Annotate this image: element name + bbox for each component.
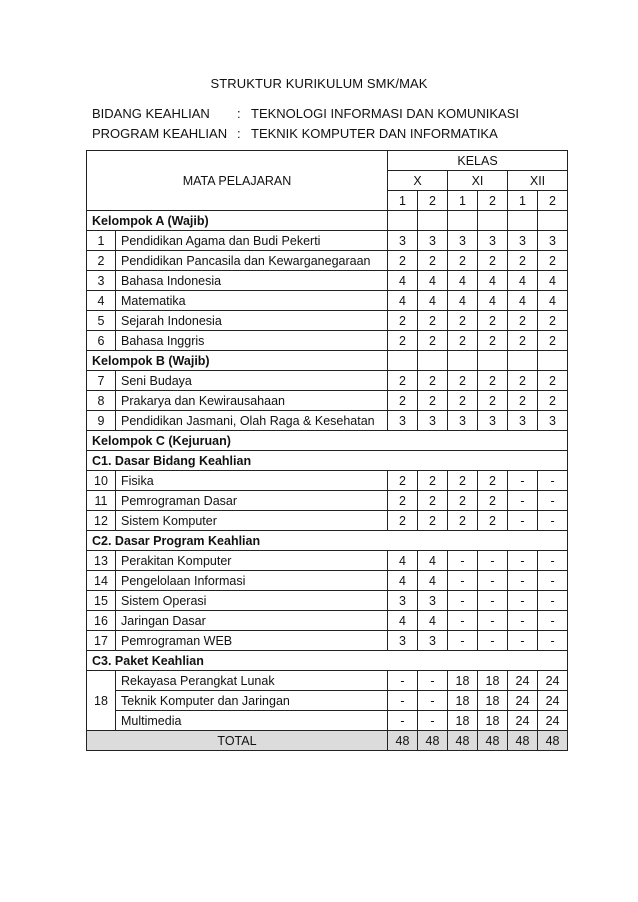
- hours-cell: 4: [418, 291, 448, 311]
- hours-cell: 2: [388, 471, 418, 491]
- subject-name: Sejarah Indonesia: [116, 311, 388, 331]
- semester-header: 2: [478, 191, 508, 211]
- row-number: 9: [87, 411, 116, 431]
- program-keahlian-label: PROGRAM KEAHLIAN: [92, 126, 228, 141]
- hours-cell: -: [508, 611, 538, 631]
- hours-cell: 2: [448, 331, 478, 351]
- hours-cell: -: [508, 471, 538, 491]
- hours-cell: -: [538, 571, 568, 591]
- group-heading-c: Kelompok C (Kejuruan): [87, 431, 568, 451]
- hours-cell: -: [538, 471, 568, 491]
- hours-cell: -: [538, 491, 568, 511]
- hours-cell: 4: [478, 271, 508, 291]
- hours-cell: 4: [418, 571, 448, 591]
- hours-cell: -: [418, 691, 448, 711]
- hours-cell: 2: [388, 391, 418, 411]
- hours-cell: -: [538, 631, 568, 651]
- subject-name: Prakarya dan Kewirausahaan: [116, 391, 388, 411]
- hours-cell: 18: [448, 691, 478, 711]
- hours-cell: 3: [418, 231, 448, 251]
- hours-cell: 4: [538, 271, 568, 291]
- hours-cell: -: [478, 551, 508, 571]
- hours-cell: 2: [388, 511, 418, 531]
- row-number: 4: [87, 291, 116, 311]
- hours-cell: 2: [508, 251, 538, 271]
- total-cell: 48: [478, 731, 508, 751]
- subject-name: Bahasa Inggris: [116, 331, 388, 351]
- total-cell: 48: [508, 731, 538, 751]
- row-number: 16: [87, 611, 116, 631]
- hours-cell: 2: [448, 471, 478, 491]
- hours-cell: -: [508, 591, 538, 611]
- hours-cell: 2: [448, 371, 478, 391]
- hours-cell: 3: [418, 631, 448, 651]
- hours-cell: -: [388, 711, 418, 731]
- table-row: [87, 231, 568, 251]
- semester-header: 2: [418, 191, 448, 211]
- hours-cell: 3: [448, 231, 478, 251]
- hours-cell: 18: [478, 691, 508, 711]
- hours-cell: -: [448, 571, 478, 591]
- hours-cell: 2: [478, 471, 508, 491]
- grade-header-xii: XII: [508, 171, 568, 191]
- hours-cell: 2: [448, 251, 478, 271]
- hours-cell: 2: [448, 491, 478, 511]
- subject-header: MATA PELAJARAN: [87, 151, 388, 211]
- subject-name: Pendidikan Jasmani, Olah Raga & Kesehatan: [116, 411, 388, 431]
- hours-cell: -: [508, 631, 538, 651]
- table-row: [87, 591, 568, 611]
- kelas-header: KELAS: [388, 151, 568, 171]
- bidang-keahlian-label: BIDANG KEAHLIAN: [92, 106, 210, 121]
- row-number: 13: [87, 551, 116, 571]
- hours-cell: 2: [388, 371, 418, 391]
- subject-name: Perakitan Komputer: [116, 551, 388, 571]
- hours-cell: -: [448, 551, 478, 571]
- hours-cell: -: [538, 511, 568, 531]
- subject-name: Teknik Komputer dan Jaringan: [116, 691, 388, 711]
- table-row: [87, 391, 568, 411]
- subject-name: Pemrograman Dasar: [116, 491, 388, 511]
- row-number: 5: [87, 311, 116, 331]
- hours-cell: 4: [448, 291, 478, 311]
- subject-name: Fisika: [116, 471, 388, 491]
- hours-cell: -: [448, 591, 478, 611]
- hours-cell: -: [388, 691, 418, 711]
- grade-header-x: X: [388, 171, 448, 191]
- subject-name: Jaringan Dasar: [116, 611, 388, 631]
- row-number: 6: [87, 331, 116, 351]
- hours-cell: 2: [538, 371, 568, 391]
- total-cell: 48: [538, 731, 568, 751]
- hours-cell: 2: [478, 331, 508, 351]
- program-keahlian-line: [92, 126, 498, 141]
- hours-cell: -: [538, 591, 568, 611]
- hours-cell: 4: [508, 271, 538, 291]
- subject-name: Pendidikan Pancasila dan Kewarganegaraan: [116, 251, 388, 271]
- hours-cell: 2: [478, 371, 508, 391]
- hours-cell: -: [508, 551, 538, 571]
- hours-cell: 2: [418, 331, 448, 351]
- table-row: [87, 271, 568, 291]
- hours-cell: 4: [388, 571, 418, 591]
- hours-cell: 2: [478, 491, 508, 511]
- hours-cell: 2: [418, 311, 448, 331]
- hours-cell: 2: [448, 391, 478, 411]
- group-heading-a: Kelompok A (Wajib): [87, 211, 388, 231]
- row-number: 3: [87, 271, 116, 291]
- row-number: 14: [87, 571, 116, 591]
- hours-cell: 24: [538, 671, 568, 691]
- table-row: [87, 691, 568, 711]
- row-number: 17: [87, 631, 116, 651]
- hours-cell: -: [388, 671, 418, 691]
- subject-name: Pengelolaan Informasi: [116, 571, 388, 591]
- hours-cell: 4: [388, 551, 418, 571]
- hours-cell: 3: [508, 231, 538, 251]
- hours-cell: 2: [538, 251, 568, 271]
- hours-cell: 3: [448, 411, 478, 431]
- table-row: [87, 711, 568, 731]
- hours-cell: 18: [478, 671, 508, 691]
- hours-cell: 4: [418, 551, 448, 571]
- table-row: [87, 571, 568, 591]
- hours-cell: 3: [538, 231, 568, 251]
- hours-cell: -: [508, 571, 538, 591]
- row-number: 12: [87, 511, 116, 531]
- curriculum-table: [86, 150, 568, 751]
- hours-cell: 2: [418, 491, 448, 511]
- grade-header-xi: XI: [448, 171, 508, 191]
- hours-cell: 3: [508, 411, 538, 431]
- hours-cell: 24: [538, 691, 568, 711]
- hours-cell: 2: [478, 311, 508, 331]
- hours-cell: 24: [538, 711, 568, 731]
- subject-name: Pendidikan Agama dan Budi Pekerti: [116, 231, 388, 251]
- table-row: [87, 631, 568, 651]
- total-cell: 48: [418, 731, 448, 751]
- hours-cell: 2: [418, 251, 448, 271]
- hours-cell: 2: [538, 311, 568, 331]
- separator: :: [237, 126, 241, 141]
- hours-cell: 4: [418, 611, 448, 631]
- group-heading-c3: C3. Paket Keahlian: [87, 651, 568, 671]
- table-row: [87, 551, 568, 571]
- semester-header: 1: [448, 191, 478, 211]
- row-number: 10: [87, 471, 116, 491]
- hours-cell: -: [448, 611, 478, 631]
- hours-cell: 2: [388, 331, 418, 351]
- hours-cell: -: [418, 711, 448, 731]
- hours-cell: 2: [448, 511, 478, 531]
- hours-cell: -: [508, 491, 538, 511]
- table-row: [87, 291, 568, 311]
- hours-cell: 2: [448, 311, 478, 331]
- hours-cell: 3: [478, 411, 508, 431]
- hours-cell: 4: [478, 291, 508, 311]
- table-row: [87, 311, 568, 331]
- hours-cell: 2: [418, 471, 448, 491]
- hours-cell: -: [418, 671, 448, 691]
- bidang-keahlian-line: [92, 106, 519, 121]
- hours-cell: 24: [508, 691, 538, 711]
- semester-header: 2: [538, 191, 568, 211]
- row-number: 1: [87, 231, 116, 251]
- table-row: [87, 511, 568, 531]
- hours-cell: -: [538, 611, 568, 631]
- hours-cell: 4: [508, 291, 538, 311]
- hours-cell: 2: [418, 371, 448, 391]
- group-heading-c1: C1. Dasar Bidang Keahlian: [87, 451, 568, 471]
- hours-cell: -: [478, 591, 508, 611]
- hours-cell: 3: [478, 231, 508, 251]
- hours-cell: 2: [388, 491, 418, 511]
- row-number: 7: [87, 371, 116, 391]
- table-row: [87, 671, 568, 691]
- hours-cell: 2: [478, 511, 508, 531]
- table-row: [87, 251, 568, 271]
- hours-cell: 4: [418, 271, 448, 291]
- group-heading-c2: C2. Dasar Program Keahlian: [87, 531, 568, 551]
- table-row: [87, 611, 568, 631]
- hours-cell: 3: [538, 411, 568, 431]
- hours-cell: 3: [388, 231, 418, 251]
- hours-cell: -: [478, 631, 508, 651]
- hours-cell: 2: [478, 251, 508, 271]
- total-cell: 48: [388, 731, 418, 751]
- subject-name: Seni Budaya: [116, 371, 388, 391]
- hours-cell: 4: [388, 271, 418, 291]
- hours-cell: 3: [388, 411, 418, 431]
- hours-cell: 2: [418, 511, 448, 531]
- hours-cell: 3: [418, 411, 448, 431]
- row-number: 8: [87, 391, 116, 411]
- bidang-keahlian-value: TEKNOLOGI INFORMASI DAN KOMUNIKASI: [251, 106, 519, 121]
- row-number: 2: [87, 251, 116, 271]
- total-label: TOTAL: [87, 731, 388, 751]
- hours-cell: -: [478, 611, 508, 631]
- hours-cell: 18: [448, 711, 478, 731]
- hours-cell: 2: [478, 391, 508, 411]
- subject-name: Pemrograman WEB: [116, 631, 388, 651]
- hours-cell: 18: [448, 671, 478, 691]
- hours-cell: 2: [388, 311, 418, 331]
- row-number: 18: [87, 671, 116, 731]
- hours-cell: 4: [388, 291, 418, 311]
- row-number: 11: [87, 491, 116, 511]
- hours-cell: 4: [538, 291, 568, 311]
- hours-cell: 2: [508, 331, 538, 351]
- table-row: [87, 331, 568, 351]
- hours-cell: 2: [508, 311, 538, 331]
- table-row: [87, 411, 568, 431]
- hours-cell: 2: [508, 391, 538, 411]
- page-title: STRUKTUR KURIKULUM SMK/MAK: [210, 76, 428, 91]
- hours-cell: -: [448, 631, 478, 651]
- semester-header: 1: [388, 191, 418, 211]
- hours-cell: 2: [508, 371, 538, 391]
- table-row: [87, 491, 568, 511]
- hours-cell: -: [538, 551, 568, 571]
- hours-cell: 24: [508, 711, 538, 731]
- row-number: 15: [87, 591, 116, 611]
- subject-name: Sistem Operasi: [116, 591, 388, 611]
- hours-cell: -: [478, 571, 508, 591]
- hours-cell: 2: [538, 331, 568, 351]
- hours-cell: 3: [388, 631, 418, 651]
- hours-cell: 3: [418, 591, 448, 611]
- table-row: [87, 371, 568, 391]
- hours-cell: 4: [448, 271, 478, 291]
- table-row: [87, 471, 568, 491]
- program-keahlian-value: TEKNIK KOMPUTER DAN INFORMATIKA: [251, 126, 498, 141]
- separator: :: [237, 106, 241, 121]
- semester-header: 1: [508, 191, 538, 211]
- hours-cell: 2: [538, 391, 568, 411]
- hours-cell: 4: [388, 611, 418, 631]
- total-cell: 48: [448, 731, 478, 751]
- hours-cell: 2: [388, 251, 418, 271]
- hours-cell: -: [508, 511, 538, 531]
- hours-cell: 18: [478, 711, 508, 731]
- subject-name: Sistem Komputer: [116, 511, 388, 531]
- subject-name: Multimedia: [116, 711, 388, 731]
- subject-name: Rekayasa Perangkat Lunak: [116, 671, 388, 691]
- hours-cell: 24: [508, 671, 538, 691]
- group-heading-b: Kelompok B (Wajib): [87, 351, 388, 371]
- hours-cell: 3: [388, 591, 418, 611]
- hours-cell: 2: [418, 391, 448, 411]
- subject-name: Bahasa Indonesia: [116, 271, 388, 291]
- subject-name: Matematika: [116, 291, 388, 311]
